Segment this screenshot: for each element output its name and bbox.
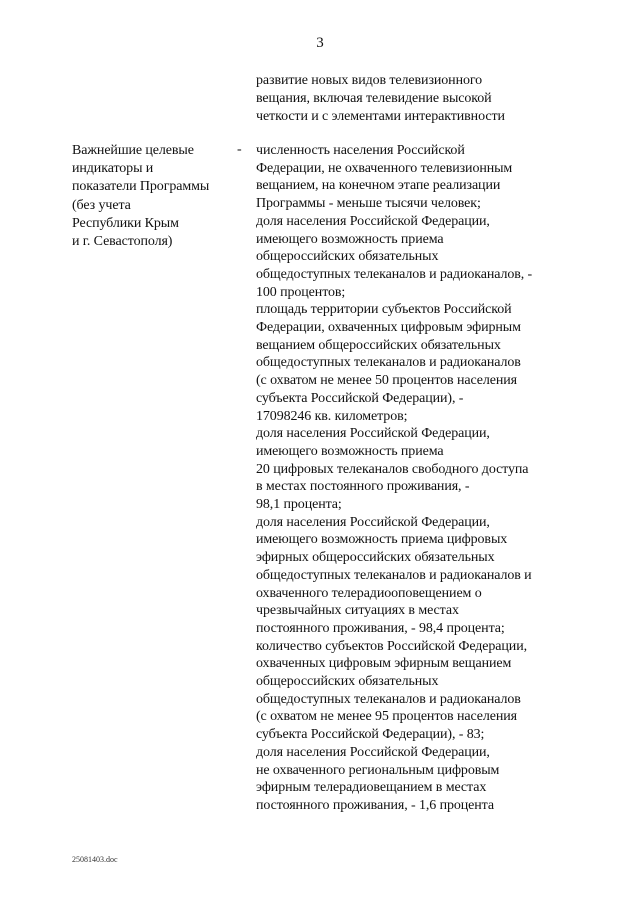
indicator-line: 20 цифровых телеканалов свободного доступа xyxy=(256,461,529,477)
indicator-line: 100 процентов; xyxy=(256,284,346,300)
indicator-line: постоянного проживания, - 98,4 процента; xyxy=(256,620,505,636)
indicator-line: чрезвычайных ситуациях в местах xyxy=(256,603,459,619)
indicator-line: доля населения Российской Федерации, xyxy=(256,514,490,530)
indicator-line: площадь территории субъектов Российской xyxy=(256,302,512,318)
indicator-line: доля населения Российской Федерации, xyxy=(256,213,490,229)
intro-line: развитие новых видов телевизионного xyxy=(256,73,483,88)
indicator-line: 17098246 кв. километров; xyxy=(256,408,408,424)
indicator-line: субъекта Российской Федерации), - 83; xyxy=(256,727,485,743)
indicator-line: охваченного телерадиооповещением о xyxy=(256,585,482,601)
label-line: Республики Крым xyxy=(72,215,179,231)
footer-file-code: 25081403.doc xyxy=(72,855,118,864)
indicator-line: общероссийских обязательных xyxy=(256,674,439,689)
indicator-line: эфирных общероссийских обязательных xyxy=(256,550,495,566)
label-line: индикаторы и xyxy=(72,161,154,177)
indicator-line: в местах постоянного проживания, - xyxy=(256,479,470,495)
indicator-line: количество субъектов Российской Федерации, xyxy=(256,638,527,654)
indicator-line: вещанием, на конечном этапе реализации xyxy=(256,178,501,194)
page-number: 3 xyxy=(316,35,324,51)
indicator-line: Федерации, охваченных цифровым эфирным xyxy=(256,320,521,335)
indicator-line: имеющего возможность приема цифровых xyxy=(256,532,508,548)
label-line: и г. Севастополя) xyxy=(72,234,173,249)
indicator-line: общедоступных телеканалов и радиоканалов xyxy=(256,691,521,707)
indicator-line: численность населения Российской xyxy=(256,143,465,158)
indicator-line: вещанием общероссийских обязательных xyxy=(256,337,501,353)
label-line: Важнейшие целевые xyxy=(72,143,194,158)
indicator-line: общедоступных телеканалов и радиоканалов xyxy=(256,355,521,371)
indicator-line: доля населения Российской Федерации, xyxy=(256,744,490,760)
label-line: показатели Программы xyxy=(72,179,210,195)
separator-dash: - xyxy=(237,142,242,157)
indicator-line: Программы - меньше тысячи человек; xyxy=(256,196,481,212)
indicator-line: 98,1 процента; xyxy=(256,497,342,512)
indicator-line: (с охватом не менее 95 процентов населения xyxy=(256,709,517,725)
indicator-line: имеющего возможность приема xyxy=(256,443,444,459)
indicator-line: доля населения Российской Федерации, xyxy=(256,426,490,442)
indicator-line: общедоступных телеканалов и радиоканалов и xyxy=(256,567,532,583)
indicator-line: Федерации, не охваченного телевизионным xyxy=(256,160,513,176)
indicator-line: охваченных цифровым эфирным вещанием xyxy=(256,656,512,672)
intro-line: четкости и с элементами интерактивности xyxy=(256,109,505,125)
indicator-line: не охваченного региональным цифровым xyxy=(256,762,500,778)
intro-line: вещания, включая телевидение высокой xyxy=(256,91,492,107)
indicator-line: эфирным телерадиовещанием в местах xyxy=(256,780,487,796)
indicator-line: (с охватом не менее 50 процентов населения xyxy=(256,373,517,389)
indicator-line: субъекта Российской Федерации), - xyxy=(256,390,464,406)
indicator-line: общедоступных телеканалов и радиоканалов, - xyxy=(256,266,533,282)
indicator-line: имеющего возможность приема xyxy=(256,231,444,247)
indicator-line: общероссийских обязательных xyxy=(256,249,439,265)
label-line: (без учета xyxy=(72,197,131,213)
indicator-line: постоянного проживания, - 1,6 процента xyxy=(256,797,494,813)
